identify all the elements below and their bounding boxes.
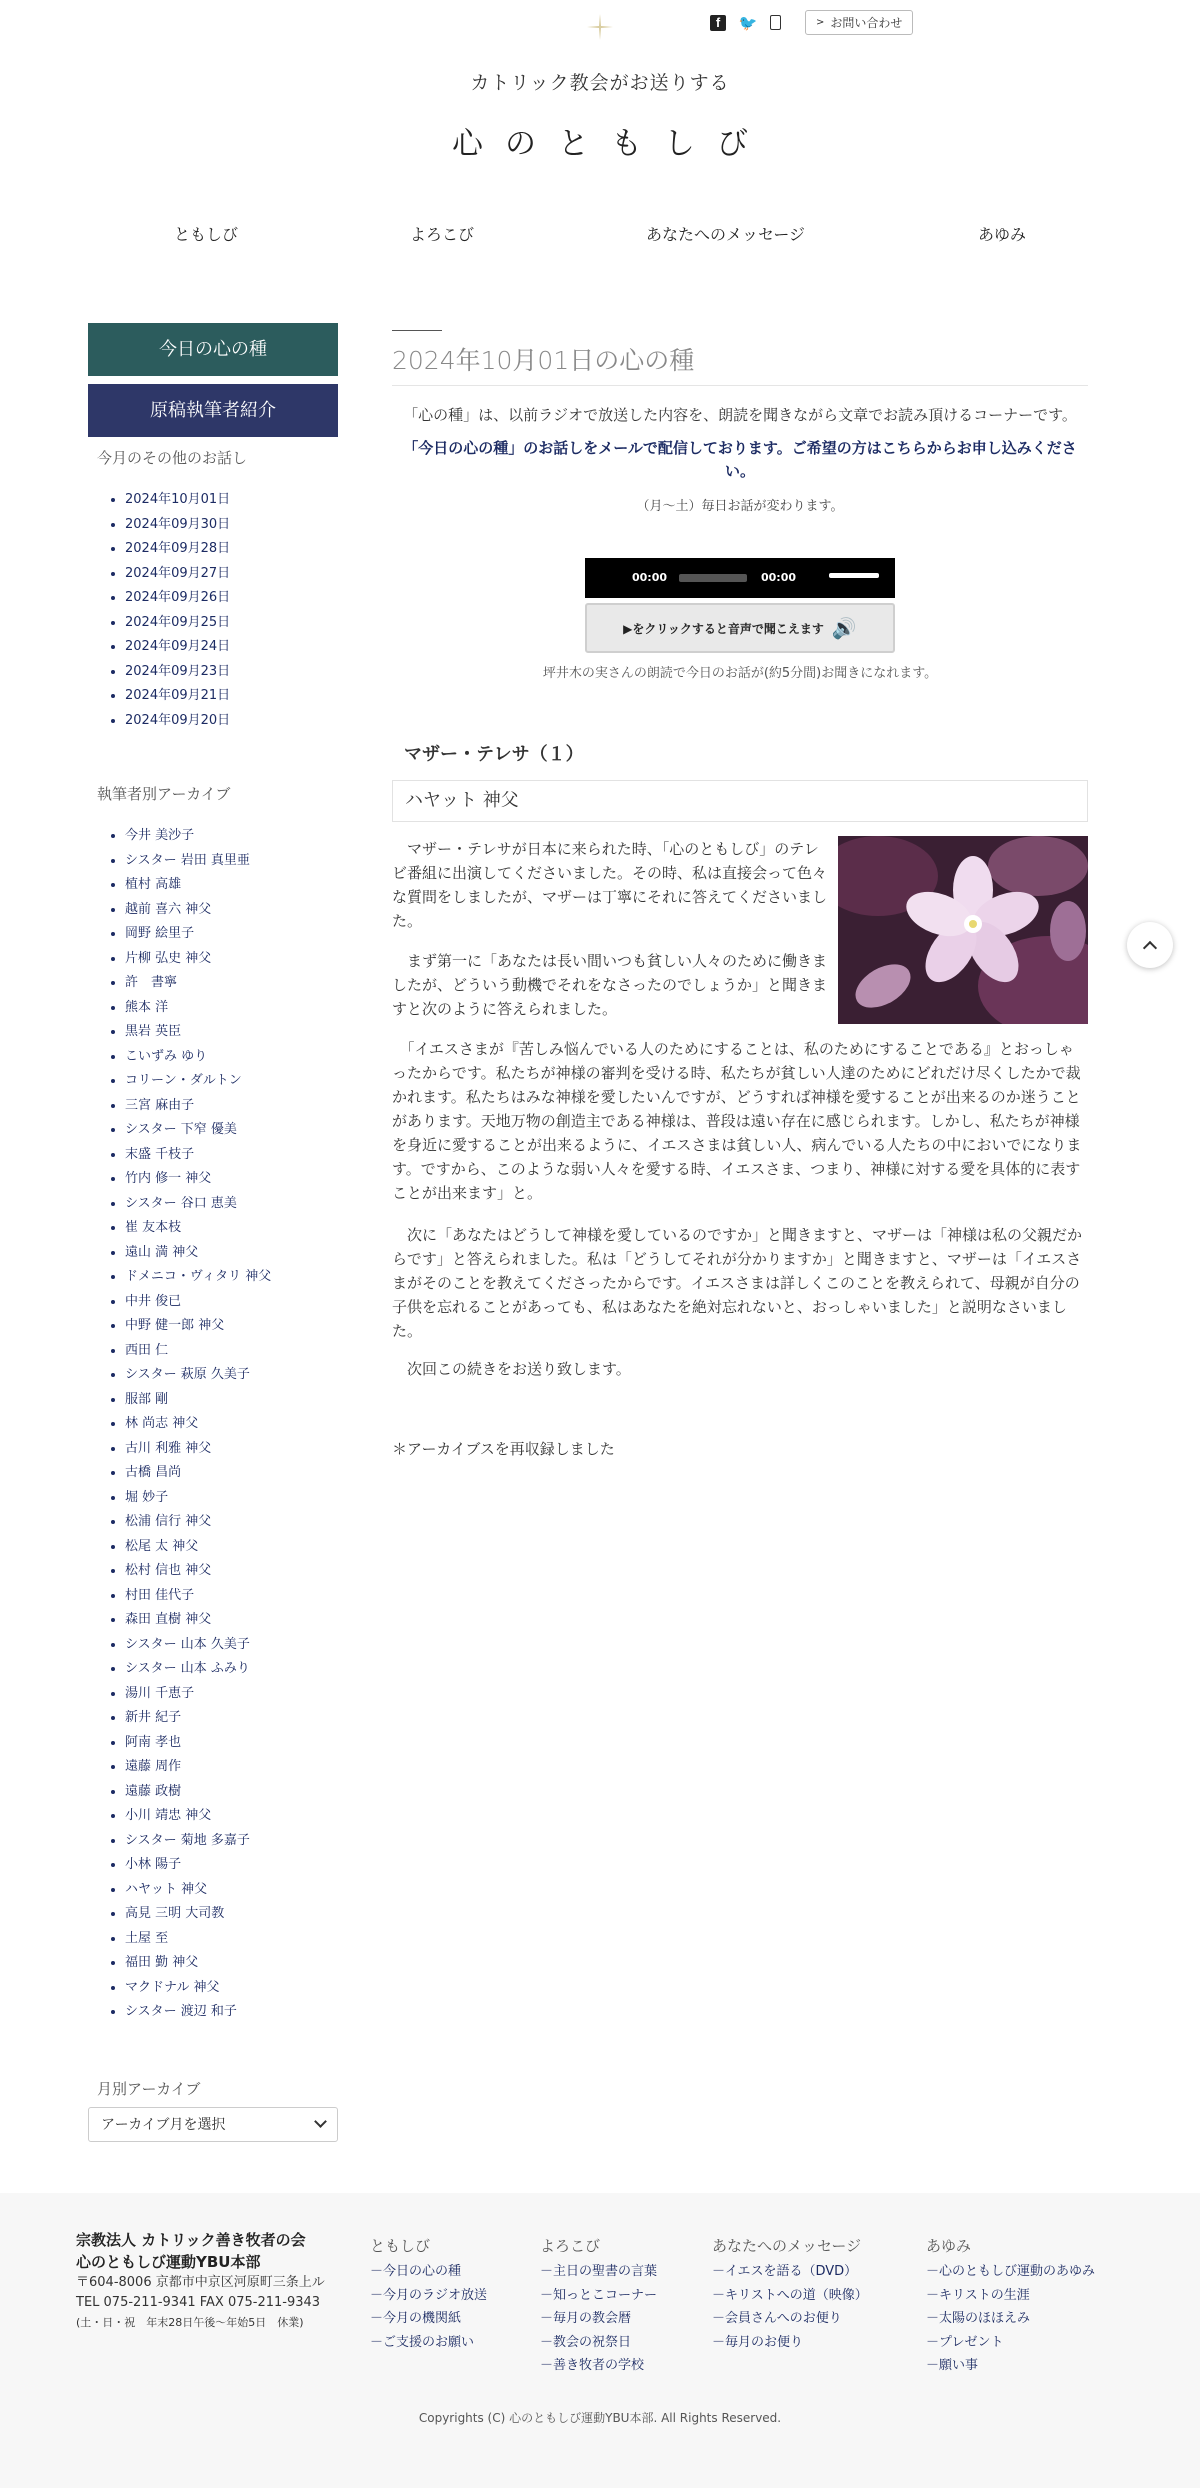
footer-link[interactable] — [540, 2354, 657, 2378]
article-paragraph-1: マザー・テレサが日本に来られた時、「心のともしび」のテレビ番組に出演してくださいました。その時、私は直接会って色々な質問をしましたが、マザーは丁寧にそれに答えてくださいました。 — [392, 840, 828, 930]
author-archive-link[interactable]: • 中野 健一郎 神父 — [125, 1314, 338, 1339]
footer-link-label: 今日の心の種 — [383, 2264, 462, 2279]
author-archive-link[interactable]: • 植村 高雄 — [125, 873, 338, 898]
footer-link-list — [712, 2260, 868, 2354]
author-archive-link[interactable]: • シスター 山本 ふみり — [125, 1657, 338, 1682]
mail-subscribe-link[interactable]: 「今日の心の種」のお話しをメールで配信しております。ご希望の方はこちらからお申し込みください。 — [403, 439, 1077, 480]
footer-link[interactable] — [370, 2284, 487, 2308]
author-archive-link[interactable]: • 岡野 絵里子 — [125, 922, 338, 947]
monthly-archive-select[interactable] — [88, 2107, 338, 2142]
chevron-down-icon — [314, 2115, 327, 2128]
author-archive-link[interactable]: • 黒岩 英臣 — [125, 1020, 338, 1045]
chevron-right-icon: > — [816, 17, 825, 28]
archive-note: ＊アーカイブスを再収録しました — [392, 1440, 615, 1458]
author-archive-link[interactable]: • コリーン・ダルトン — [125, 1069, 338, 1094]
article-paragraph-2: まず第一に「あなたは長い間いつも貧しい人々のために働きましたが、どういう動機でそれをなさったのでしょうか」と聞きますと次のように答えられました。 — [392, 952, 828, 1018]
footer-link-list — [540, 2260, 657, 2378]
footer-link-bullet: － — [540, 2311, 554, 2326]
footer-link-list — [926, 2260, 1095, 2378]
footer-link[interactable] — [926, 2260, 1095, 2284]
month-archive-link[interactable]: • 2024年09月27日 — [125, 562, 338, 587]
footer-link-label: 今月のラジオ放送 — [383, 2287, 488, 2303]
footer-link[interactable] — [540, 2284, 657, 2308]
footer-link-bullet: － — [926, 2287, 940, 2303]
footer-link[interactable] — [712, 2260, 868, 2284]
footer-link[interactable] — [712, 2331, 868, 2355]
author-archive-link[interactable]: • シスター 谷口 恵美 — [125, 1192, 338, 1217]
footer-link[interactable] — [926, 2284, 1095, 2308]
site-tagline: カトリック教会がお送りする — [470, 72, 730, 94]
footer-col-heading[interactable]: ともしび — [370, 2237, 431, 2255]
footer-link-label: 会員さんへのお便り — [725, 2311, 842, 2326]
player-volume-bar[interactable] — [829, 573, 879, 578]
footer-link[interactable] — [926, 2307, 1095, 2331]
footer-link[interactable] — [370, 2331, 487, 2355]
footer-col-heading[interactable]: あゆみ — [926, 2237, 972, 2255]
footer-link-bullet: － — [370, 2334, 384, 2350]
footer-link-label: 教会の祝祭日 — [553, 2334, 632, 2350]
author-archive-link[interactable]: • シスター 山本 久美子 — [125, 1633, 338, 1658]
nav-item-tomoshibi[interactable]: ともしび — [174, 225, 239, 244]
article-paragraph-3: 「イエスさまが『苦しみ悩んでいる人のためにすることは、私のためにすることである』とおっしゃったからです。私たちが神様の審判を受ける時、私たちが貧しい人達のためにどれだけ尽くしたかで裁かれます。私たちはみな神様を愛したいんですが、どうすれば神様を愛することが出来るのか迷うことがあります。天地万物の創造主である神様は、普段は遠い存在に感じられます。しかし、私たちが神様を身近に愛することが出来るように、イエスさまは貧しい人、病んでいる人たちの中においでになります。ですから、このような弱い人々を愛する時、イエスさま、つまり、神様に対する愛を具体的に表すことが出来ます」と。 — [392, 1040, 1082, 1202]
today-seed-button[interactable]: 今日の心の種 — [88, 323, 338, 376]
writers-intro-button[interactable]: 原稿執筆者紹介 — [88, 384, 338, 437]
author-archive-link[interactable]: • ハヤット 神父 — [125, 1878, 338, 1903]
footer-link[interactable] — [540, 2260, 657, 2284]
article-paragraph-4: 次に「あなたはどうして神様を愛しているのですか」と聞きますと、マザーは「神様は私の父親だからです」と答えられました。私は「どうしてそれが分かりますか」と聞きますと、マザーは「イエスさまがそのことを教えてくださったからです。イエスさまは詳しくこのことを教えられて、母親が自分の子供を忘れることがあっても、私はあなたを絶対忘れないと、おっしゃいました」と説明なさいました。 — [392, 1226, 1083, 1340]
author-archive-link[interactable]: • シスター 下窄 優美 — [125, 1118, 338, 1143]
site-footer — [0, 2193, 1200, 2488]
month-archive-link[interactable]: • 2024年09月28日 — [125, 537, 338, 562]
author-archive-link[interactable]: • 崔 友本枝 — [125, 1216, 338, 1241]
site-title[interactable]: 心のともしび — [452, 126, 770, 162]
footer-col-tomoshibi — [370, 2235, 487, 2354]
daily-note: （月〜土）毎日お話が変わります。 — [636, 499, 844, 514]
month-archive-link[interactable]: • 2024年09月25日 — [125, 611, 338, 636]
author-archive-link[interactable]: • 小林 陽子 — [125, 1853, 338, 1878]
main-content — [392, 330, 1088, 1458]
author-archive-link[interactable]: • 小川 靖忠 神父 — [125, 1804, 338, 1829]
author-archive-link[interactable]: • シスター 萩原 久美子 — [125, 1363, 338, 1388]
month-archive-link[interactable]: • 2024年09月21日 — [125, 684, 338, 709]
author-archive-link[interactable]: • 阿南 孝也 — [125, 1731, 338, 1756]
nav-item-message[interactable]: あなたへのメッセージ — [646, 225, 806, 244]
author-archive-link[interactable]: • 中井 俊已 — [125, 1290, 338, 1315]
footer-link-label: ご支援のお願い — [383, 2334, 475, 2350]
reader-note: 坪井木の実さんの朗読で今日のお話が(約5分間)お聞きになれます。 — [542, 666, 938, 681]
author-archive-link[interactable]: • 遠山 満 神父 — [125, 1241, 338, 1266]
footer-link-label: 願い事 — [939, 2358, 979, 2373]
footer-org-name: 宗教法人 カトリック善き牧者の会 — [76, 2231, 306, 2249]
global-nav — [0, 222, 1200, 252]
footer-link-bullet: － — [712, 2287, 726, 2303]
title-rule — [392, 330, 442, 331]
sidebar — [88, 323, 338, 2142]
footer-link[interactable] — [540, 2307, 657, 2331]
author-archive-link[interactable]: • 高見 三明 大司教 — [125, 1902, 338, 1927]
footer-link[interactable] — [926, 2354, 1095, 2378]
footer-link-bullet: － — [712, 2311, 726, 2326]
facebook-icon[interactable]: f — [710, 15, 726, 31]
author-archive-link[interactable]: • 古川 利雅 神父 — [125, 1437, 338, 1462]
author-archive-link[interactable]: • 村田 佳代子 — [125, 1584, 338, 1609]
footer-link-bullet: － — [540, 2264, 554, 2279]
author-archive-link[interactable]: • シスター 菊地 多嘉子 — [125, 1829, 338, 1854]
footer-link-label: イエスを語る（DVD） — [725, 2264, 858, 2279]
footer-link-label: 心のともしび運動のあゆみ — [939, 2264, 1096, 2279]
speaker-icon: 🔊 — [831, 616, 857, 640]
author-archive-link[interactable]: • 熊本 洋 — [125, 996, 338, 1021]
page-title: 2024年10月01日の心の種 — [392, 341, 1088, 386]
listen-audio-button[interactable] — [585, 603, 895, 653]
footer-link-bullet: － — [370, 2311, 384, 2326]
footer-link-bullet: － — [540, 2334, 554, 2350]
author-archive-link[interactable]: • 福田 勤 神父 — [125, 1951, 338, 1976]
contact-button[interactable] — [805, 10, 913, 35]
footer-link-label: 知っとこコーナー — [553, 2287, 658, 2303]
back-to-top-button[interactable] — [1127, 922, 1173, 968]
author-archive-link[interactable]: • 湯川 千恵子 — [125, 1682, 338, 1707]
footer-link-label: 主日の聖書の言葉 — [553, 2264, 658, 2279]
nav-item-ayumi[interactable]: あゆみ — [978, 225, 1027, 244]
chevron-up-icon — [1143, 940, 1157, 954]
month-archive-link[interactable]: • 2024年09月20日 — [125, 709, 338, 734]
author-archive-link[interactable]: • 森田 直樹 神父 — [125, 1608, 338, 1633]
author-archive-link[interactable]: • 新井 紀子 — [125, 1706, 338, 1731]
star-logo-icon[interactable] — [587, 14, 613, 40]
footer-col-heading[interactable]: あなたへのメッセージ — [712, 2237, 862, 2255]
author-archive-link[interactable]: • マクドナル 神父 — [125, 1976, 338, 2001]
author-archive-link[interactable]: • 末盛 千枝子 — [125, 1143, 338, 1168]
footer-link-label: 毎月の教会暦 — [553, 2311, 632, 2326]
article-title: マザー・テレサ（１） — [404, 744, 584, 765]
author-archive-link[interactable]: • 竹内 修一 神父 — [125, 1167, 338, 1192]
footer-link-bullet: － — [540, 2287, 554, 2303]
author-archive-link[interactable]: • 林 尚志 神父 — [125, 1412, 338, 1437]
author-archive-link[interactable]: • 松浦 信行 神父 — [125, 1510, 338, 1535]
player-seek-bar[interactable] — [679, 574, 747, 582]
twitter-icon[interactable]: 🐦 — [738, 13, 758, 32]
copyright: Copyrights (C) 心のともしび運動YBU本部. All Rights Reserved. — [418, 2411, 782, 2425]
author-archive-link[interactable]: • こいずみ ゆり — [125, 1045, 338, 1070]
footer-col-yorokobi — [540, 2235, 657, 2378]
footer-link[interactable] — [712, 2284, 868, 2308]
footer-link-label: 毎月のお便り — [725, 2334, 804, 2350]
instagram-icon[interactable] — [770, 15, 781, 30]
author-archive-link[interactable]: • 土屋 至 — [125, 1927, 338, 1952]
author-archive-link[interactable]: • 松村 信也 神父 — [125, 1559, 338, 1584]
footer-link-bullet: － — [540, 2358, 554, 2373]
author-archive-link[interactable]: • 遠藤 周作 — [125, 1755, 338, 1780]
footer-link-bullet: － — [926, 2264, 940, 2279]
footer-link-bullet: － — [370, 2287, 384, 2303]
month-archive-link[interactable]: • 2024年09月23日 — [125, 660, 338, 685]
footer-link-label: 今月の機関紙 — [383, 2311, 462, 2326]
author-list — [88, 824, 338, 2025]
footer-link-label: 太陽のほほえみ — [939, 2311, 1031, 2326]
footer-phone: TEL 075-211-9341 FAX 075-211-9343 — [76, 2295, 321, 2310]
footer-link[interactable] — [370, 2260, 487, 2284]
nav-item-yorokobi[interactable]: よろこび — [410, 225, 475, 244]
footer-holiday: (土・日・祝 年末28日午後〜年始5日 休業) — [76, 2316, 304, 2329]
month-archive-link[interactable]: • 2024年09月26日 — [125, 586, 338, 611]
month-archive-link[interactable]: • 2024年09月30日 — [125, 513, 338, 538]
author-archive-link[interactable]: • 服部 剛 — [125, 1388, 338, 1413]
author-archive-heading: 執筆者別アーカイブ — [97, 785, 231, 803]
site-header — [0, 0, 1200, 200]
footer-link[interactable] — [370, 2307, 487, 2331]
month-archive-link[interactable]: • 2024年10月01日 — [125, 488, 338, 513]
intro-text: 「心の種」は、以前ラジオで放送した内容を、朗読を聞きながら文章でお読み頂けるコーナーです。 — [403, 406, 1077, 424]
monthly-archive-select-value: アーカイブ月を選択 — [101, 2117, 226, 2133]
listen-label: ▶をクリックすると音声で聞こえます — [623, 621, 824, 636]
author-archive-link[interactable]: • 片柳 弘史 神父 — [125, 947, 338, 972]
author-archive-link[interactable]: • 遠藤 政樹 — [125, 1780, 338, 1805]
footer-link-bullet: － — [370, 2264, 384, 2279]
contact-label: お問い合わせ — [830, 16, 903, 30]
flower-photo — [838, 836, 1088, 1024]
month-archive-link[interactable]: • 2024年09月24日 — [125, 635, 338, 660]
footer-col-ayumi — [926, 2235, 1095, 2378]
footer-address: 〒604-8006 京都市中京区河原町三条上ル — [76, 2275, 325, 2290]
footer-link-label: 善き牧者の学校 — [553, 2358, 645, 2373]
footer-link-bullet: － — [926, 2311, 940, 2326]
article-author: ハヤット 神父 — [392, 780, 1088, 822]
footer-link[interactable] — [540, 2331, 657, 2355]
footer-link-label: キリストへの道（映像） — [725, 2287, 868, 2303]
footer-col-message — [712, 2235, 868, 2354]
author-archive-link[interactable]: • シスター 岩田 真里亜 — [125, 849, 338, 874]
author-archive-link[interactable]: • 三宮 麻由子 — [125, 1094, 338, 1119]
footer-link[interactable] — [712, 2307, 868, 2331]
audio-player[interactable] — [585, 558, 895, 598]
footer-org — [76, 2229, 336, 2333]
footer-link[interactable] — [926, 2331, 1095, 2355]
footer-link-label: キリストの生涯 — [939, 2287, 1030, 2303]
footer-link-bullet: － — [712, 2334, 726, 2350]
monthly-archive-heading: 月別アーカイブ — [97, 2079, 201, 2098]
article-paragraph-5: 次回この続きをお送り致します。 — [392, 1360, 631, 1378]
footer-link-label: プレゼント — [939, 2334, 1004, 2350]
top-links — [710, 10, 913, 35]
author-archive-link[interactable]: • 今井 美沙子 — [125, 824, 338, 849]
footer-link-bullet: － — [926, 2334, 940, 2350]
author-archive-link[interactable]: • 堀 妙子 — [125, 1486, 338, 1511]
month-list — [88, 488, 338, 733]
player-total-time: 00:00 — [761, 571, 797, 584]
player-current-time: 00:00 — [632, 571, 668, 584]
footer-link-bullet: － — [712, 2264, 726, 2279]
author-archive-link[interactable]: • ドメニコ・ヴィタリ 神父 — [125, 1265, 338, 1290]
month-heading: 今月のその他のお話し — [97, 449, 248, 467]
author-archive-link[interactable]: • 越前 喜六 神父 — [125, 898, 338, 923]
footer-link-bullet: － — [926, 2358, 940, 2373]
author-archive-link[interactable]: • 西田 仁 — [125, 1339, 338, 1364]
footer-col-heading[interactable]: よろこび — [540, 2237, 601, 2255]
footer-org-hq: 心のともしび運動YBU本部 — [76, 2253, 261, 2271]
author-archive-link[interactable]: • シスター 渡辺 和子 — [125, 2000, 338, 2025]
author-archive-link[interactable]: • 許 書寧 — [125, 971, 338, 996]
author-archive-link[interactable]: • 松尾 太 神父 — [125, 1535, 338, 1560]
footer-link-list — [370, 2260, 487, 2354]
author-archive-link[interactable]: • 古橋 昌尚 — [125, 1461, 338, 1486]
